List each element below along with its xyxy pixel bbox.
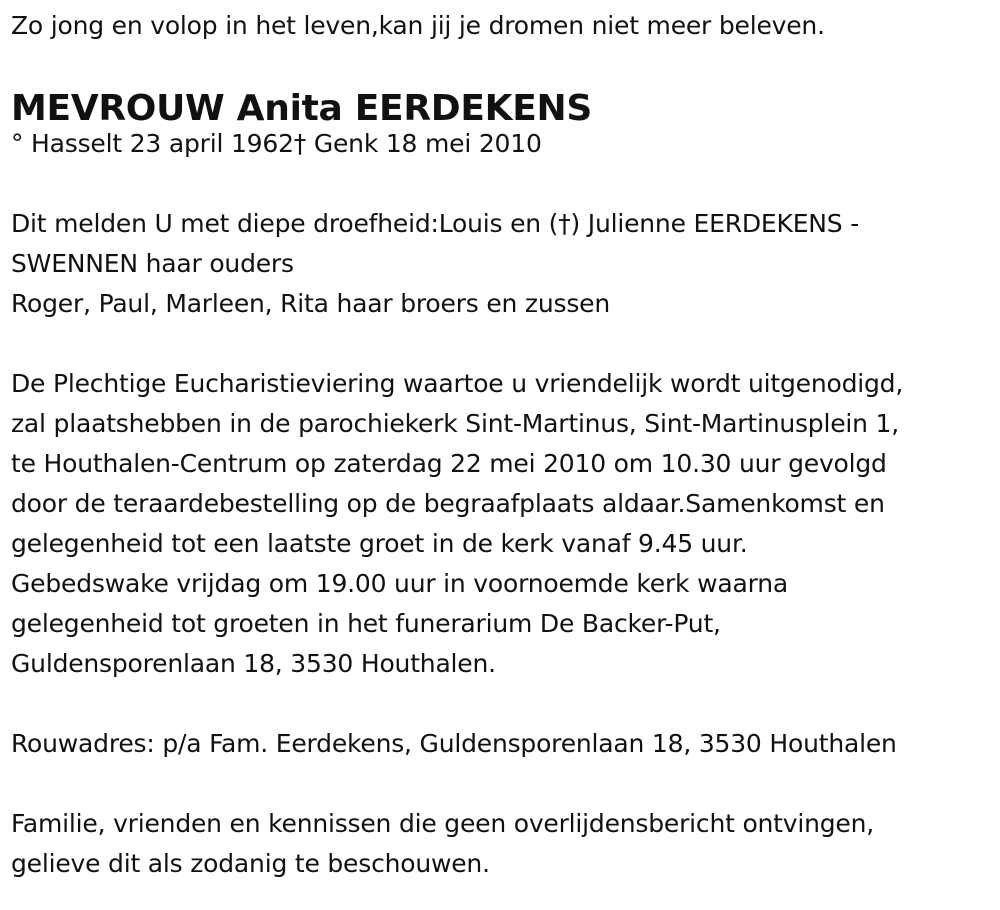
ceremony-line: Gebedswake vrijdag om 19.00 uur in voornoemde kerk waarna xyxy=(11,569,788,598)
spacer xyxy=(11,164,996,204)
birth-death-dates: ° Hasselt 23 april 1962† Genk 18 mei 2010 xyxy=(11,129,542,158)
closing-paragraph xyxy=(11,804,996,884)
ceremony-line: gelegenheid tot een laatste groet in de kerk vanaf 9.45 uur. xyxy=(11,529,748,558)
obituary-document xyxy=(11,0,996,884)
ceremony-line: te Houthalen-Centrum op zaterdag 22 mei 2010 om 10.30 uur gevolgd xyxy=(11,449,887,478)
memorial-quote: Zo jong en volop in het leven,kan jij je dromen niet meer beleven. xyxy=(11,11,825,40)
ceremony-paragraph xyxy=(11,364,996,684)
deceased-name: MEVROUW Anita EERDEKENS xyxy=(11,88,592,129)
ceremony-line: door de teraardebestelling op de begraafplaats aldaar.Samenkomst en xyxy=(11,489,885,518)
ceremony-line: gelegenheid tot groeten in het funerarium De Backer-Put, xyxy=(11,609,721,638)
ceremony-line: zal plaatshebben in de parochiekerk Sint-Martinus, Sint-Martinusplein 1, xyxy=(11,409,899,438)
ceremony-line: Guldensporenlaan 18, 3530 Houthalen. xyxy=(11,649,496,678)
closing-line: gelieve dit als zodanig te beschouwen. xyxy=(11,849,490,878)
announcement-line: Dit melden U met diepe droefheid:Louis en (†) Julienne EERDEKENS - xyxy=(11,209,860,238)
announcement-paragraph xyxy=(11,204,996,324)
closing-line: Familie, vrienden en kennissen die geen overlijdensbericht ontvingen, xyxy=(11,809,875,838)
announcement-line: Roger, Paul, Marleen, Rita haar broers en zussen xyxy=(11,289,610,318)
announcement-line: SWENNEN haar ouders xyxy=(11,249,294,278)
spacer xyxy=(11,324,996,364)
mourning-address: Rouwadres: p/a Fam. Eerdekens, Guldensporenlaan 18, 3530 Houthalen xyxy=(11,729,897,758)
spacer xyxy=(11,684,996,724)
spacer xyxy=(11,764,996,804)
ceremony-line: De Plechtige Eucharistieviering waartoe u vriendelijk wordt uitgenodigd, xyxy=(11,369,904,398)
